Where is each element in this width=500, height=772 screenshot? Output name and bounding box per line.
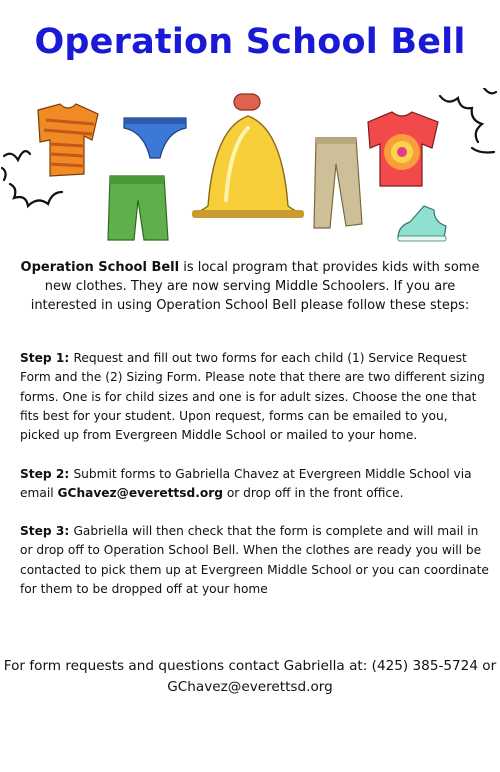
sneaker-icon — [398, 206, 446, 241]
intro-paragraph — [20, 258, 480, 315]
blue-underwear-icon — [124, 118, 186, 158]
tiedye-shirt-icon — [368, 112, 438, 186]
step-2-text: Submit forms to Gabriella Chavez at Evergreen Middle School via email — [20, 467, 472, 501]
intro-text: is local program that provides kids with some new clothes. They are now serving Middle Schoolers. If you are interested in using Operation School Bell please follow these steps: — [30, 260, 480, 313]
page-title: Operation School Bell — [34, 22, 466, 62]
burst-right-icon — [440, 88, 496, 153]
step-1-label: Step 1: — [20, 351, 74, 365]
step-3-label: Step 3: — [20, 524, 74, 538]
step-1 — [20, 349, 490, 445]
intro-program-name: Operation School Bell — [20, 260, 180, 275]
orange-striped-shirt-icon — [38, 104, 98, 176]
clothing-illustration — [0, 88, 500, 253]
step-2-label: Step 2: — [20, 467, 74, 481]
khaki-pants-icon — [314, 138, 362, 228]
step-2-text-after: or drop off in the front office. — [222, 486, 404, 501]
green-shorts-icon — [108, 176, 168, 240]
step-3 — [20, 522, 490, 599]
step-2-email: GChavez@everettsd.org — [57, 486, 223, 501]
step-1-text: Request and fill out two forms for each child (1) Service Request Form and the (2) Sizing Form. Please note that there are two different sizing forms. One is for child sizes and one is for adult sizes. Choose the one that fits best for your student. Upon request, forms can be emailed to you, picked up from Evergreen Middle School or mailed to your home. — [20, 351, 485, 443]
step-3-text: Gabriella will then check that the form is complete and will mail in or drop off to Operation School Bell. When the clothes are ready you will be contacted to pick them up at Evergreen Middle School or you can coordinate for them to be dropped off at your home — [20, 524, 489, 596]
school-bell-icon — [192, 94, 304, 218]
contact-footer: For form requests and questions contact Gabriella at: (425) 385-5724 or GChavez@everettsd.org — [3, 658, 497, 695]
step-2 — [20, 465, 490, 504]
